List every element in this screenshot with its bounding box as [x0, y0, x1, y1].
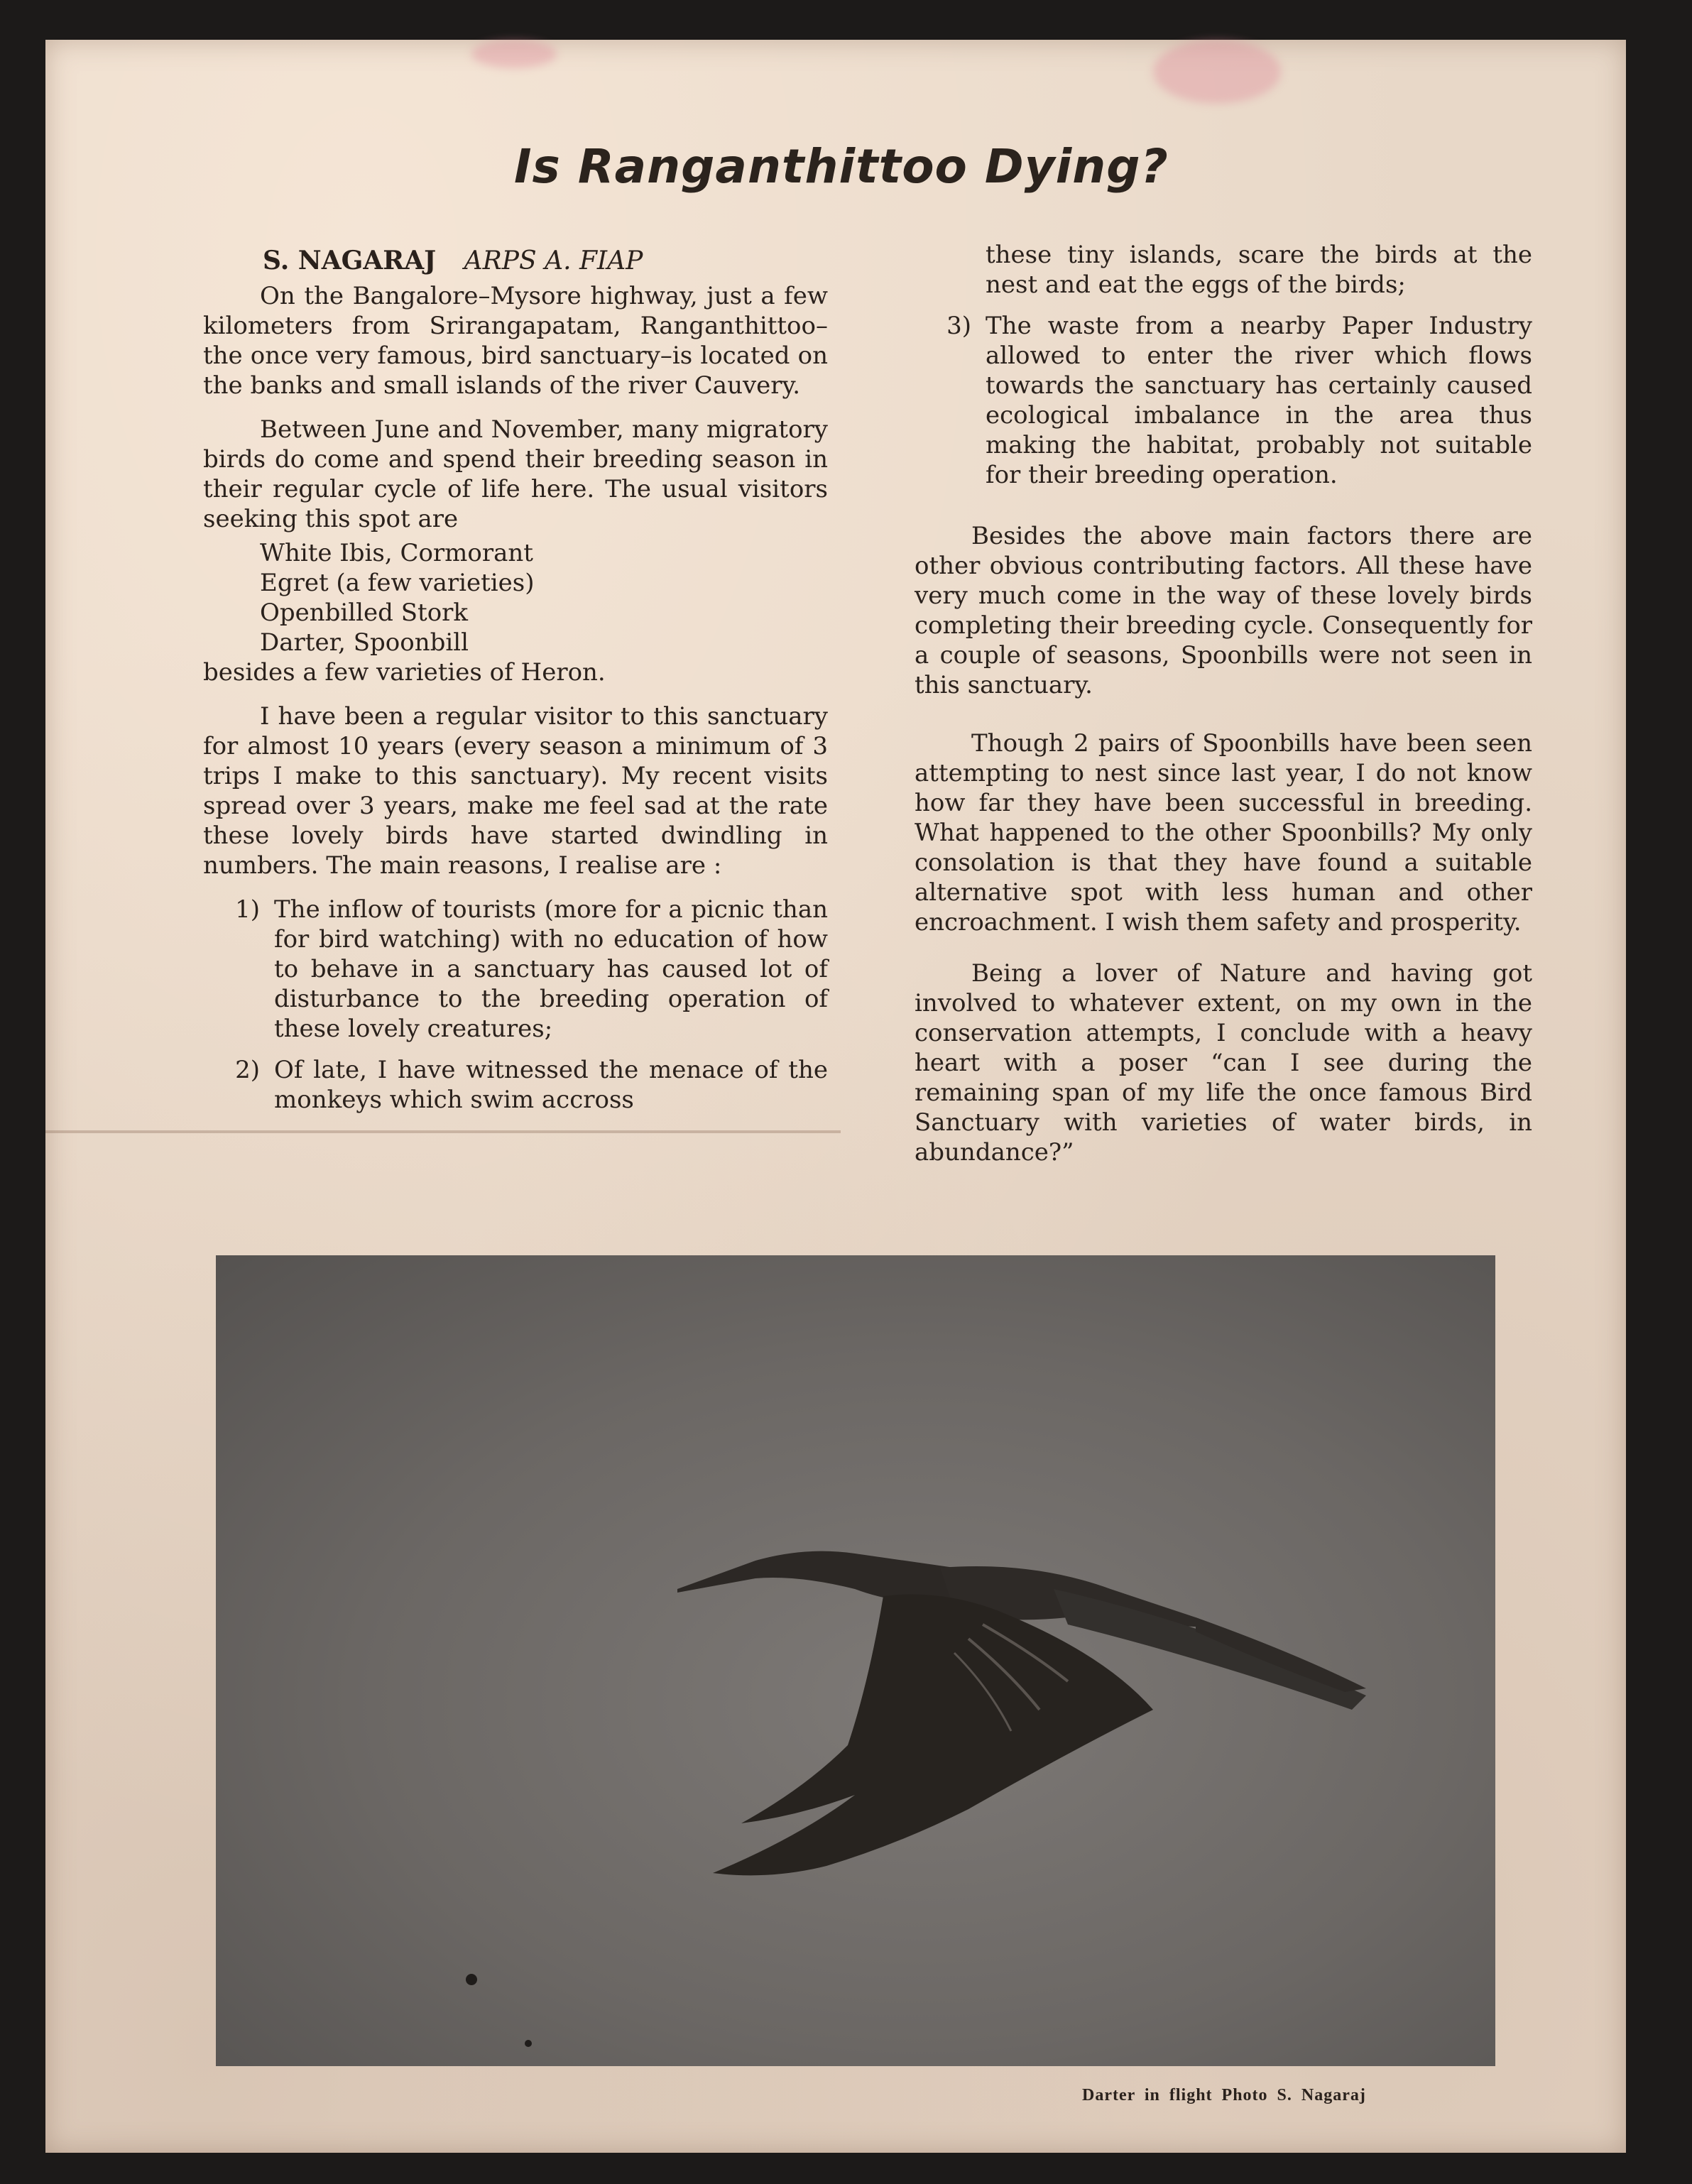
reason-continuation [915, 240, 1532, 300]
author-name: S. NAGARAJ [263, 246, 437, 275]
magazine-page [45, 40, 1626, 2153]
right-column [915, 240, 1532, 1181]
paragraph: On the Bangalore–Mysore highway, just a few kilometers from Srirangapatam, Ranganthittoo–the once very famous, bird sanctuary–is located on the banks and small islands of the river Cauvery. [203, 282, 828, 400]
reason-text: Of late, I have witnessed the menace of the monkeys which swim accross [274, 1056, 828, 1114]
reason-number: 2) [235, 1056, 260, 1084]
reason-number: 3) [946, 312, 971, 340]
paragraph: besides a few varieties of Heron. [203, 658, 606, 687]
reason-item [203, 895, 828, 1044]
pink-stain [1153, 40, 1281, 104]
species-item: Openbilled Stork [260, 599, 469, 627]
species-item: White Ibis, Cormorant [260, 539, 533, 567]
paragraph: I have been a regular visitor to this sanctuary for almost 10 years (every season a minimum of 3 trips I make to this sanctuary). My recent visits spread over 3 years, make me feel sad at the rate these lovely birds have started dwindling in numbers. The main reasons, I realise are : [203, 702, 828, 880]
page-fold-crease [45, 1130, 841, 1133]
species-item: Egret (a few varieties) [260, 569, 535, 597]
paragraph: Though 2 pairs of Spoonbills have been seen attempting to nest since last year, I do not know how far they have been successful in breeding. What happened to the other Spoonbills? My only consolation is that they have found a suitable alternative spot with less human and other encroachment. I wish them safety and prosperity. [915, 729, 1532, 937]
reason-item [203, 1055, 828, 1115]
reason-item [915, 311, 1532, 490]
reason-text: these tiny islands, scare the birds at the nest and eat the eggs of the birds; [986, 241, 1532, 299]
darter-bird-silhouette [216, 1255, 1495, 2066]
paragraph: Besides the above main factors there are other obvious contributing factors. All these have very much come in the way of these lovely birds completing their breeding cycle. Consequently for a couple of seasons, Spoonbills were not seen in this sanctuary. [915, 522, 1532, 699]
darter-photo [216, 1255, 1495, 2066]
reason-text: The waste from a nearby Paper Industry allowed to enter the river which flows towards the sanctuary has certainly caused ecological imbalance in the area thus making the habitat, probably not suitable for their breeding operation. [986, 312, 1532, 489]
reason-number: 1) [235, 895, 260, 924]
byline [263, 246, 643, 275]
paragraph: Being a lover of Nature and having got involved to whatever extent, on my own in the conservation attempts, I conclude with a heavy heart with a poser “can I see during the remaining span of my life the once famous Bird Sanctuary with varieties of water birds, in abundance?” [915, 959, 1532, 1167]
reason-text: The inflow of tourists (more for a picnic than for bird watching) with no education of how to behave in a sanctuary has caused lot of disturbance to the breeding operation of these lovely creatures; [274, 895, 828, 1043]
photo-caption: Darter in flight Photo S. Nagaraj [1082, 2086, 1366, 2104]
species-item: Darter, Spoonbill [260, 628, 469, 657]
author-honours: ARPS A. FIAP [464, 246, 643, 275]
left-column [203, 281, 828, 1126]
species-list [260, 538, 828, 657]
paragraph: Between June and November, many migratory birds do come and spend their breeding season in their regular cycle of life here. The usual visitors seeking this spot are [203, 415, 828, 533]
pink-stain [471, 40, 557, 68]
article-title: Is Ranganthittoo Dying? [514, 139, 1169, 194]
